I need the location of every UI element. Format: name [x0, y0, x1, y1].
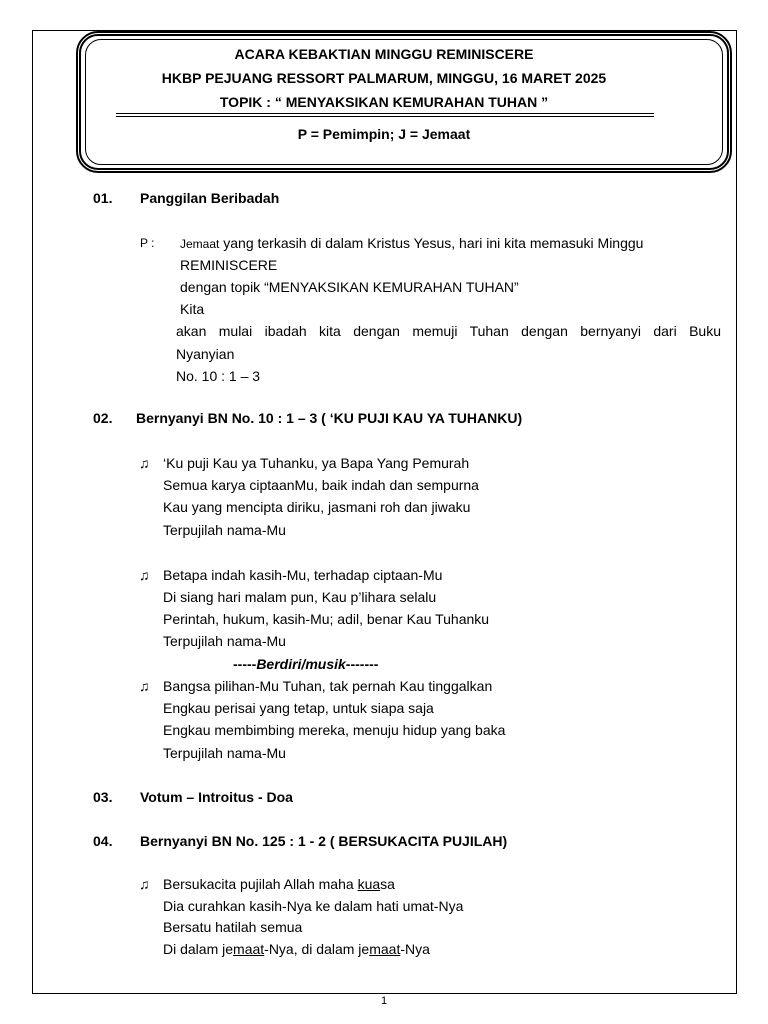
section-title: Votum – Introitus - Doa: [140, 789, 293, 805]
call-line: dengan topik “MENYAKSIKAN KEMURAHAN TUHAN”: [180, 279, 519, 295]
music-note-icon: ♫: [139, 567, 150, 583]
song-line: Dia curahkan kasih-Nya ke dalam hati umat-Nya: [163, 898, 464, 914]
song-line: Perintah, hukum, kasih-Mu; adil, benar Kau Tuhanku: [163, 611, 490, 627]
call-line: akan mulai ibadah kita dengan memuji Tuhan dengan bernyanyi dari Buku: [176, 323, 721, 339]
song-line: Bangsa pilihan-Mu Tuhan, tak pernah Kau tinggalkan: [163, 678, 493, 694]
stage-instruction: -----Berdiri/musik-------: [233, 656, 379, 672]
song-line: Engkau perisai yang tetap, untuk siapa saja: [163, 700, 434, 716]
section-title: Bernyanyi BN No. 10 : 1 – 3 ( ‘KU PUJI KAU YA TUHANKU): [136, 410, 523, 426]
header-church: HKBP PEJUANG RESSORT PALMARUM, MINGGU, 16 MARET 2025: [161, 70, 607, 86]
music-note-icon: ♫: [139, 678, 150, 694]
call-line: No. 10 : 1 – 3: [176, 368, 261, 384]
speaker-label: P :: [140, 236, 155, 250]
call-line: REMINISCERE: [180, 257, 278, 273]
song-line: Engkau membimbing mereka, menuju hidup yang baka: [163, 722, 506, 738]
song-line: Bersatu hatilah semua: [163, 919, 303, 935]
song-line: Semua karya ciptaanMu, baik indah dan sempurna: [163, 477, 479, 493]
song-line: Di siang hari malam pun, Kau p’lihara selalu: [163, 589, 437, 605]
header-title: ACARA KEBAKTIAN MINGGU REMINISCERE: [234, 46, 534, 62]
header-divider: [116, 113, 654, 117]
section-number: 01.: [93, 190, 113, 206]
page-number: 1: [380, 995, 388, 1007]
song-line: Terpujilah nama-Mu: [163, 522, 286, 538]
song-line: Betapa indah kasih-Mu, terhadap ciptaan-Mu: [163, 567, 443, 583]
song-line: Bersukacita pujilah Allah maha kuasa: [163, 876, 395, 892]
song-line: Kau yang mencipta diriku, jasmani roh dan jiwaku: [163, 499, 471, 515]
section-number: 02.: [93, 410, 113, 426]
call-line: Jemaat yang terkasih di dalam Kristus Yesus, hari ini kita memasuki Minggu: [180, 235, 644, 251]
section-title: Panggilan Beribadah: [140, 190, 280, 206]
song-line: Di dalam jemaat-Nya, di dalam jemaat-Nya: [163, 941, 430, 957]
section-number: 03.: [93, 789, 113, 805]
call-line: Nyanyian: [176, 346, 235, 362]
header-legend: P = Pemimpin; J = Jemaat: [297, 126, 471, 142]
song-line: Terpujilah nama-Mu: [163, 633, 286, 649]
song-line: Terpujilah nama-Mu: [163, 745, 286, 761]
call-line: Kita: [180, 301, 205, 317]
header-topic: TOPIK : “ MENYAKSIKAN KEMURAHAN TUHAN ”: [219, 94, 549, 110]
section-number: 04.: [93, 833, 113, 849]
music-note-icon: ♫: [139, 876, 150, 892]
song-line: ‘Ku puji Kau ya Tuhanku, ya Bapa Yang Pemurah: [163, 455, 470, 471]
section-title: Bernyanyi BN No. 125 : 1 - 2 ( BERSUKACITA PUJILAH): [140, 833, 508, 849]
music-note-icon: ♫: [139, 455, 150, 471]
